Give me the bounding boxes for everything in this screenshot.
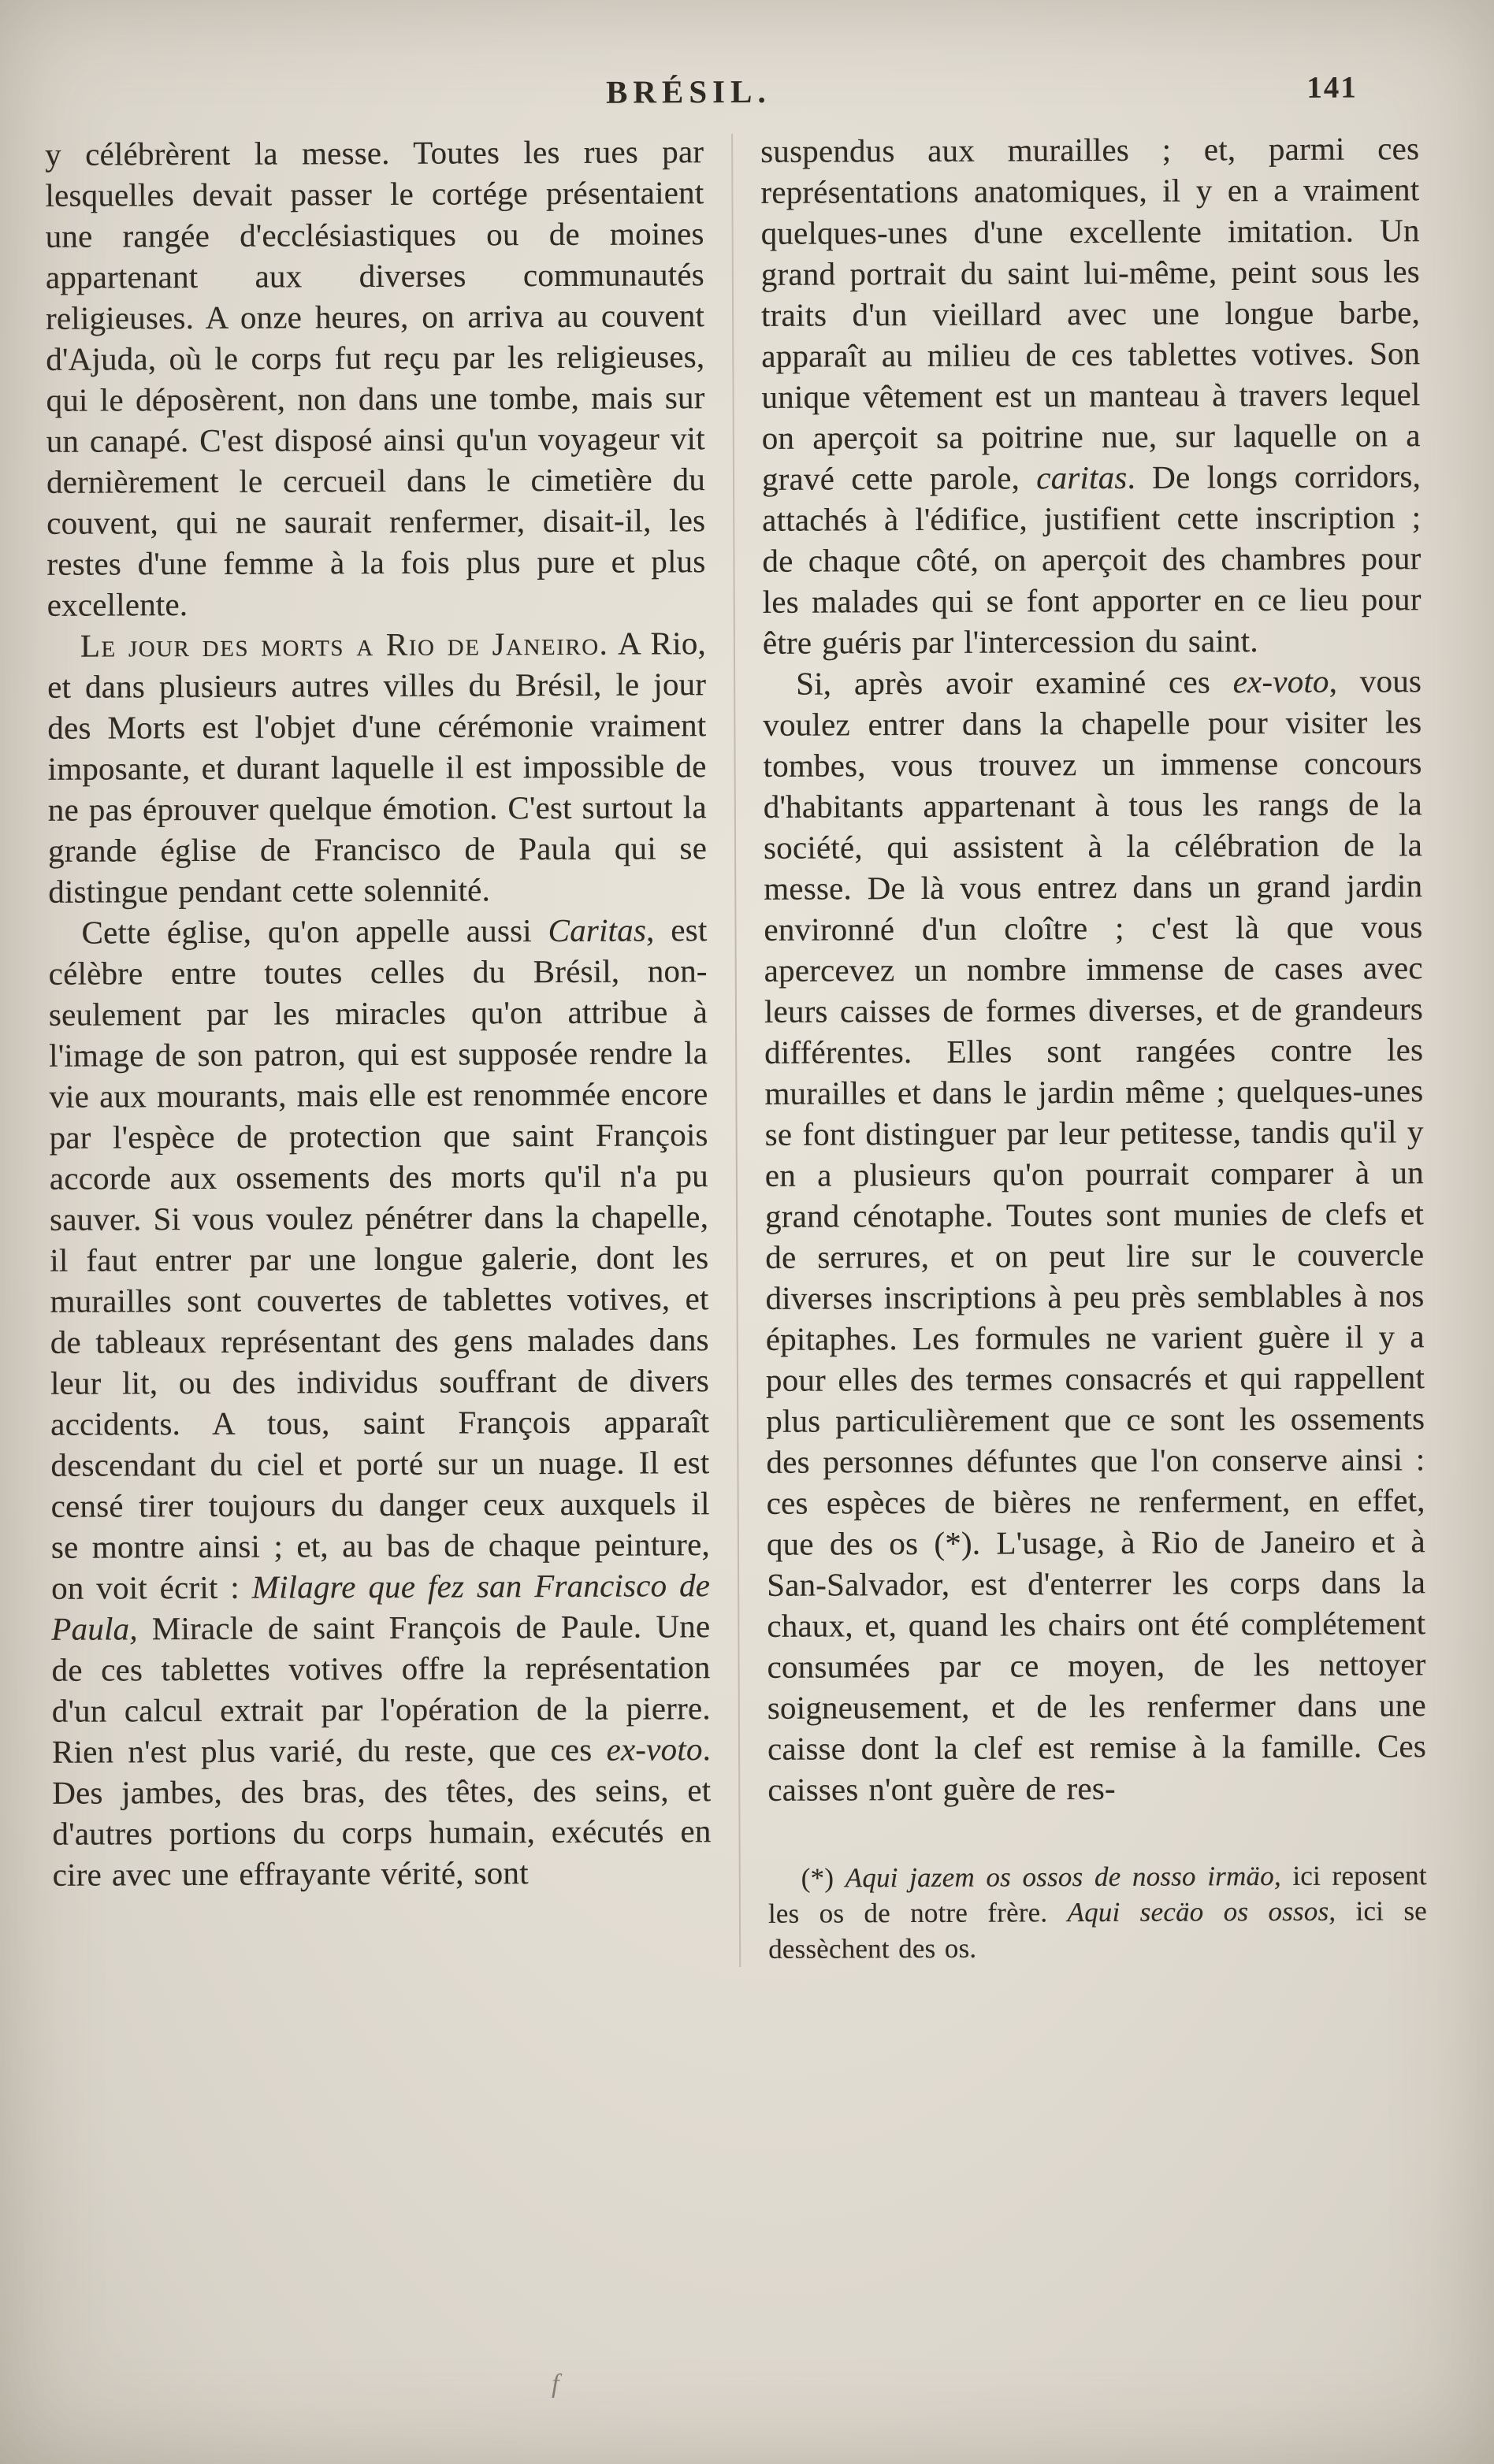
italic-text-segment: ex-voto <box>1232 662 1329 700</box>
paragraph <box>763 660 1426 1810</box>
text-segment: Si, après avoir examiné ces <box>796 663 1233 702</box>
paragraph <box>48 909 711 1895</box>
italic-text-segment: caritas <box>1036 458 1128 496</box>
text-segment: ici se dessèchent des os. <box>768 1895 1428 1965</box>
text-segment: ici reposent les os de notre frère. <box>767 1860 1427 1929</box>
italic-text-segment: ex-voto <box>606 1731 703 1768</box>
text-segment: suspendus aux murailles ; et, parmi ces représentations anatomiques, il y en a vraiment quelques-unes d'une excellente imitation. Un grand portrait du saint lui-même, peint sous les traits d'un vieillard avec une longue barbe, apparaît au milieu de ces tablettes votives. Son unique vêtement est un manteau à travers lequel on aperçoit sa poitrine nue, sur laquelle on a gravé cette parole, <box>760 130 1421 497</box>
left-column <box>45 131 712 1970</box>
text-segment: A Rio, et dans plusieurs autres villes du Brésil, le jour des Morts est l'objet d'une cérémonie vraiment imposante, et durant laquelle il est impossible de ne pas éprouver quelque émotion. C'est surtout la grande église de Francisco de Paula qui se distingue pendant cette solennité. <box>47 625 708 910</box>
page-number: 141 <box>1306 70 1358 105</box>
italic-text-segment: Aqui secäo os ossos, <box>1067 1895 1336 1928</box>
italic-text-segment: Milagre que fez san Francisco de Paula, <box>51 1567 711 1647</box>
running-title: BRÉSIL. <box>605 72 771 110</box>
text-segment: Miracle de saint François de Paule. Une de ces tablettes votives offre la représentation d'un calcul extrait par l'opération de la pierre. Rien n'est plus varié, du reste, que ces <box>51 1608 711 1770</box>
text-segment: . De longs corridors, attachés à l'édifice, justifient cette inscription ; de chaque côté, on aperçoit des chambres pour les malades qui se font apporter en ce lieu pour être guéris par l'intercession du saint. <box>762 458 1422 661</box>
italic-text-segment: Aqui jazem os ossos de nosso irmäo, <box>845 1860 1281 1894</box>
italic-text-segment: Caritas <box>548 911 647 949</box>
columns <box>45 128 1427 1970</box>
paragraph <box>45 131 706 625</box>
paragraph <box>47 622 708 912</box>
paragraph <box>760 128 1422 663</box>
footnote <box>768 1857 1428 1967</box>
text-segment: Cette église, qu'on appelle aussi <box>81 912 548 951</box>
page-header <box>45 69 1419 124</box>
ink-mark: f <box>552 2369 559 2399</box>
text-block <box>45 69 1427 1970</box>
text-segment: . Des jambes, des bras, des têtes, des seins, et d'autres portions du corps humain, exécutés en cire avec une effrayante vérité, sont <box>52 1731 712 1893</box>
column-rule <box>731 134 741 1967</box>
text-segment: , vous voulez entrer dans la chapelle pour visiter les tombes, vous trouvez un immense concours d'habitants appartenant à tous les rangs de la société, qui assistent à la célébration de la messe. De là vous entrez dans un grand jardin environné d'un cloître ; c'est là que vous apercevez un nombre immense de cases avec leurs caisses de formes diverses, et de grandeurs différentes. Elles sont rangées contre les murailles et dans le jardin même ; quelques-unes se font distinguer par leur petitesse, tandis qu'il y en a plusieurs qu'on pourrait comparer à un grand cénotaphe. Toutes sont munies de clefs et de serrures, et on peut lire sur le couvercle diverses inscriptions à peu près semblables à nos épitaphes. Les formules ne varient guère il y a pour elles des termes consacrés et qui rappellent plus particulièrement que ce sont les ossements des personnes défuntes que l'on conserve ainsi : ces espèces de bières ne renferment, en effet, que des os (*). L'usage, à Rio de Janeiro et à San-Salvador, est d'enterrer les corps dans la chaux, et, quand les chairs ont été complétement consumées par ce moyen, de les nettoyer soigneusement, et de les renfermer dans une caisse dont la clef est remise à la famille. Ces caisses n'ont guère de res- <box>763 662 1427 1808</box>
right-column <box>760 128 1427 1967</box>
text-segment: (*) <box>801 1862 845 1894</box>
smallcaps-text-segment: Le jour des morts a Rio de Janeiro. <box>80 625 609 664</box>
text-segment: y célébrèrent la messe. Toutes les rues par lesquelles devait passer le cortége présentaient une rangée d'ecclésiastiques ou de moines appartenant aux diverses communautés religieuses. A onze heures, on arriva au couvent d'Ajuda, où le corps fut reçu par les religieuses, qui le déposèrent, non dans une tombe, mais sur un canapé. C'est disposé ainsi qu'un voyageur vit dernièrement le cercueil dans le cimetière du couvent, qui ne saurait renfermer, disait-il, les restes d'une femme à la fois plus pure et plus excellente. <box>45 133 706 623</box>
text-segment: , est célèbre entre toutes celles du Brésil, non-seulement par les miracles qu'on attribue à l'image de son patron, qui est supposée rendre la vie aux mourants, mais elle est renommée encore par l'espèce de protection que saint François accorde aux ossements des morts qu'il n'a pu sauver. Si vous voulez pénétrer dans la chapelle, il faut entrer par une longue galerie, dont les murailles sont couvertes de tablettes votives, et de tableaux représentant des gens malades dans leur lit, ou des individus souffrant de divers accidents. A tous, saint François apparaît descendant du ciel et porté sur un nuage. Il est censé tirer toujours du danger ceux auxquels il se montre ainsi ; et, au bas de chaque peinture, on voit écrit : <box>48 911 711 1606</box>
